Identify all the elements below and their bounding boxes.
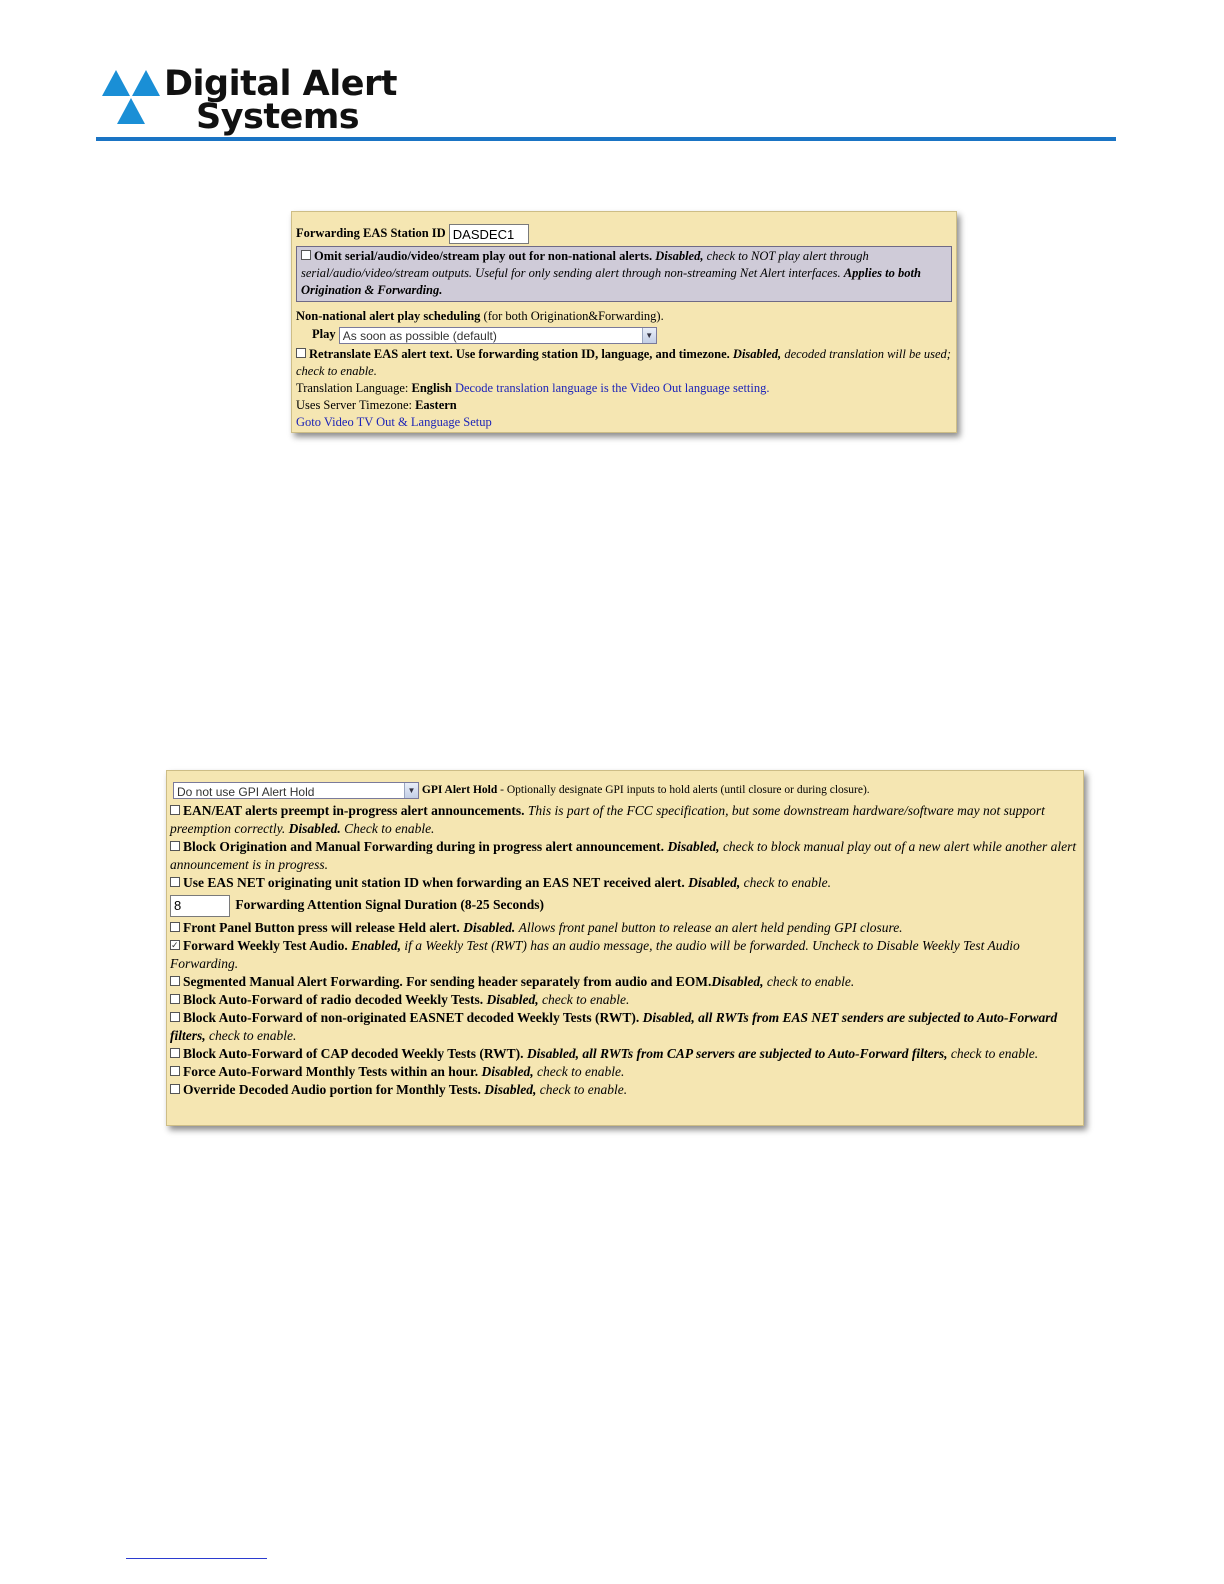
translation-value: English: [411, 380, 452, 395]
option-checkbox-6[interactable]: [170, 994, 180, 1004]
retranslate-state: Disabled,: [732, 346, 782, 361]
chevron-down-icon: ▼: [642, 328, 656, 343]
option-lead-6: Block Auto-Forward of radio decoded Weekly Tests.: [183, 992, 484, 1007]
scheduling-row: [296, 308, 952, 325]
option-desc2-4: if a Weekly Test (RWT) has an audio message, the audio will be forwarded. Uncheck to Disable Weekly Test Audio Forwarding.: [170, 938, 1020, 971]
play-select[interactable]: [339, 327, 657, 344]
translation-row: [296, 380, 952, 397]
option-lead-5: Segmented Manual Alert Forwarding. For sending header separately from audio and EOM.: [183, 974, 712, 989]
option-row-1: [170, 838, 1079, 874]
option-lead-8: Block Auto-Forward of CAP decoded Weekly Tests (RWT).: [183, 1046, 524, 1061]
logo-wordmark: [164, 64, 397, 137]
retranslate-desc: decoded translation will be used; check to enable.: [296, 346, 951, 378]
gpi-row: [170, 781, 1079, 799]
scheduling-label: Non-national alert play scheduling: [296, 309, 481, 323]
omit-playout-box: [296, 246, 952, 302]
retranslate-lead: Retranslate EAS alert text. Use forwarding station ID, language, and timezone.: [309, 346, 730, 361]
option-state-10: Disabled,: [484, 1082, 537, 1097]
timezone-value: Eastern: [415, 397, 457, 412]
retranslate-checkbox[interactable]: [296, 348, 306, 358]
option-row-0: [170, 802, 1079, 838]
option-lead-10: Override Decoded Audio portion for Monthly Tests.: [183, 1082, 481, 1097]
option-checkbox-5[interactable]: [170, 976, 180, 986]
play-label: Play: [312, 327, 336, 341]
option-desc2-1: check to block manual play out of a new alert while another alert announcement is in progress.: [170, 839, 1077, 872]
option-desc2-10: check to enable.: [539, 1082, 628, 1097]
option-lead-0: EAN/EAT alerts preempt in-progress alert announcements.: [183, 803, 525, 818]
option-row-4: [170, 937, 1079, 973]
option-state-1: Disabled,: [667, 839, 720, 854]
duration-input[interactable]: 8: [170, 895, 230, 917]
timezone-row: [296, 397, 952, 414]
station-id-label: Forwarding EAS Station ID: [296, 225, 446, 240]
header-rule: [96, 137, 1116, 141]
option-checkbox-3[interactable]: [170, 922, 180, 932]
option-lead-7: Block Auto-Forward of non-originated EASNET decoded Weekly Tests (RWT).: [183, 1010, 640, 1025]
gpi-select[interactable]: [173, 782, 419, 799]
alert-options-panel: [166, 770, 1084, 1126]
option-row-3: [170, 919, 1079, 937]
option-checkbox-2[interactable]: [170, 877, 180, 887]
scheduling-note: (for both Origination&Forwarding).: [483, 309, 664, 323]
duration-row: [170, 895, 1079, 917]
logo-line1: Digital Alert: [164, 64, 397, 104]
option-state-0: Disabled.: [288, 821, 341, 836]
timezone-label: Uses Server Timezone:: [296, 397, 412, 412]
duration-label: Forwarding Attention Signal Duration (8-25 Seconds): [235, 897, 545, 913]
option-state-7: Disabled, all RWTs from EAS NET senders are subjected to Auto-Forward filters,: [170, 1010, 1058, 1043]
option-row-8: [170, 1045, 1079, 1063]
gpi-label: GPI Alert Hold: [421, 784, 498, 796]
station-id-row: [296, 224, 952, 244]
logo-triangles-icon: [102, 68, 162, 128]
translation-link[interactable]: Decode translation language is the Video Out language setting.: [454, 380, 770, 395]
option-lead-1: Block Origination and Manual Forwarding during in progress alert announcement.: [183, 839, 665, 854]
translation-label: Translation Language:: [296, 380, 409, 395]
option-state-5: Disabled,: [711, 974, 764, 989]
forwarding-settings-panel: [291, 211, 957, 433]
option-row-6: [170, 991, 1079, 1009]
footer-link-underline: [126, 1558, 267, 1559]
option-checkbox-10[interactable]: [170, 1084, 180, 1094]
option-desc2-3: Allows front panel button to release an alert held pending GPI closure.: [518, 920, 903, 935]
gpi-select-value: Do not use GPI Alert Hold: [177, 784, 315, 799]
option-lead-9: Force Auto-Forward Monthly Tests within an hour.: [183, 1064, 479, 1079]
option-desc2-9: check to enable.: [537, 1064, 625, 1079]
option-checkbox-8[interactable]: [170, 1048, 180, 1058]
option-desc2-6: check to enable.: [542, 992, 630, 1007]
option-checkbox-9[interactable]: [170, 1066, 180, 1076]
option-row-5: [170, 973, 1079, 991]
option-desc2-0: Check to enable.: [344, 821, 435, 836]
option-state-8: Disabled, all RWTs from CAP servers are subjected to Auto-Forward filters,: [526, 1046, 948, 1061]
option-lead-4: Forward Weekly Test Audio.: [183, 938, 348, 953]
play-row: [296, 326, 952, 344]
retranslate-row: [296, 346, 952, 380]
option-checkbox-4[interactable]: [170, 940, 180, 950]
omit-playout-desc: check to NOT play alert through serial/audio/video/stream outputs. Useful for only sending alert through non-streaming Net Alert interfaces.: [301, 249, 869, 280]
option-row-9: [170, 1063, 1079, 1081]
omit-playout-checkbox[interactable]: [301, 250, 311, 260]
option-state-2: Disabled,: [688, 875, 741, 890]
option-state-9: Disabled,: [481, 1064, 534, 1079]
option-row-2: [170, 874, 1079, 892]
logo-line2: Systems: [196, 97, 360, 137]
option-row-7: [170, 1009, 1079, 1045]
station-id-input[interactable]: DASDEC1: [449, 224, 529, 244]
option-checkbox-7[interactable]: [170, 1012, 180, 1022]
option-desc2-8: check to enable.: [950, 1046, 1039, 1061]
option-desc1-0: This is part of the FCC specification, but some downstream hardware/software may not support preemption correctly.: [170, 803, 1045, 836]
option-checkbox-1[interactable]: [170, 841, 180, 851]
option-state-4: Enabled,: [351, 938, 402, 953]
option-lead-3: Front Panel Button press will release Held alert.: [183, 920, 460, 935]
option-desc2-5: check to enable.: [766, 974, 855, 989]
option-desc2-2: check to enable.: [743, 875, 831, 890]
option-desc2-7: check to enable.: [209, 1028, 297, 1043]
goto-row: [296, 414, 952, 431]
omit-playout-state: Disabled,: [655, 249, 704, 263]
option-row-10: [170, 1081, 1079, 1099]
play-select-value: As soon as possible (default): [342, 328, 497, 343]
goto-video-tv-link[interactable]: Goto Video TV Out & Language Setup: [296, 414, 492, 429]
option-state-6: Disabled,: [486, 992, 539, 1007]
omit-playout-lead: Omit serial/audio/video/stream play out for non-national alerts.: [314, 249, 653, 263]
option-state-3: Disabled.: [463, 920, 516, 935]
chevron-down-icon: ▼: [404, 783, 418, 798]
option-lead-2: Use EAS NET originating unit station ID when forwarding an EAS NET received alert.: [183, 875, 685, 890]
omit-playout-applies: Applies to both Origination & Forwarding.: [301, 266, 921, 297]
option-checkbox-0[interactable]: [170, 805, 180, 815]
gpi-desc: - Optionally designate GPI inputs to hold alerts (until closure or during closure).: [500, 784, 870, 796]
